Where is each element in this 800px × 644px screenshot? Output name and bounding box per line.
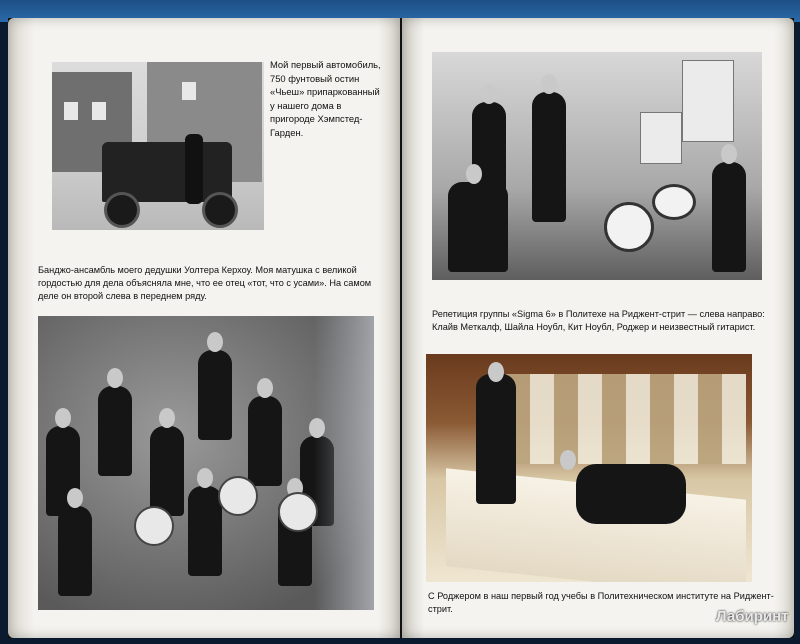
lab-caption: С Роджером в наш первый год учебы в Политехническом институте на Риджент-стрит. bbox=[428, 591, 774, 614]
band-caption: Банджо-ансамбль моего дедушки Уолтера Керхоу. Моя матушка с великой гордостью для дела объясняла мне, что ее отец «тот, что с усами». На самом деле он второй слева в переднем ряду. bbox=[38, 265, 372, 301]
photo-glare bbox=[314, 316, 374, 610]
student-head bbox=[488, 362, 504, 382]
band-member-head bbox=[197, 468, 213, 488]
guitarist bbox=[712, 162, 746, 272]
rehearsal-photo bbox=[432, 52, 762, 280]
band-member-head bbox=[67, 488, 83, 508]
banjo bbox=[134, 506, 174, 546]
band-member bbox=[198, 350, 232, 440]
student bbox=[476, 374, 516, 504]
drum bbox=[604, 202, 654, 252]
band-member bbox=[58, 506, 92, 596]
musician-head bbox=[541, 74, 557, 94]
band-member bbox=[150, 426, 184, 516]
shelves bbox=[506, 374, 746, 464]
band-member bbox=[248, 396, 282, 486]
car-photo-window bbox=[64, 102, 78, 120]
watermark-logo: Лабиринт bbox=[716, 608, 789, 625]
banjo bbox=[218, 476, 258, 516]
left-page bbox=[8, 18, 400, 638]
band-member bbox=[98, 386, 132, 476]
student-head bbox=[560, 450, 576, 470]
banjo bbox=[278, 492, 318, 532]
rehearsal-caption: Репетиция группы «Sigma 6» в Политехе на Риджент-стрит — слева направо: Клайв Меткалф, Шайла Ноубл, Кит Ноубл, Роджер и неизвестный гитарист. bbox=[432, 309, 765, 332]
banjo-band-photo bbox=[38, 316, 374, 610]
car-photo-wheel bbox=[202, 192, 238, 228]
lab-photo bbox=[426, 354, 752, 582]
band-member-head bbox=[207, 332, 223, 352]
guitarist-head bbox=[721, 144, 737, 164]
right-page bbox=[402, 18, 794, 638]
band-member-head bbox=[107, 368, 123, 388]
car-photo-wheel bbox=[104, 192, 140, 228]
musician-head bbox=[481, 84, 497, 104]
poster bbox=[682, 60, 734, 142]
car-photo-window bbox=[92, 102, 106, 120]
band-member bbox=[188, 486, 222, 576]
guitarist-head bbox=[466, 164, 482, 184]
musician bbox=[532, 92, 566, 222]
car-caption: Мой первый автомобиль, 750 фунтовый остин «Чьеш» припаркованный у нашего дома в пригороде Хэмпстед-Гарден. bbox=[270, 59, 381, 138]
car-photo bbox=[52, 62, 264, 230]
band-member-head bbox=[257, 378, 273, 398]
poster bbox=[640, 112, 682, 164]
band-member-head bbox=[55, 408, 71, 428]
car-photo-person bbox=[185, 134, 203, 204]
student bbox=[576, 464, 686, 524]
car-photo-window bbox=[182, 82, 196, 100]
guitarist bbox=[448, 182, 508, 272]
drum bbox=[652, 184, 696, 220]
book-spread bbox=[8, 18, 794, 638]
band-member-head bbox=[159, 408, 175, 428]
